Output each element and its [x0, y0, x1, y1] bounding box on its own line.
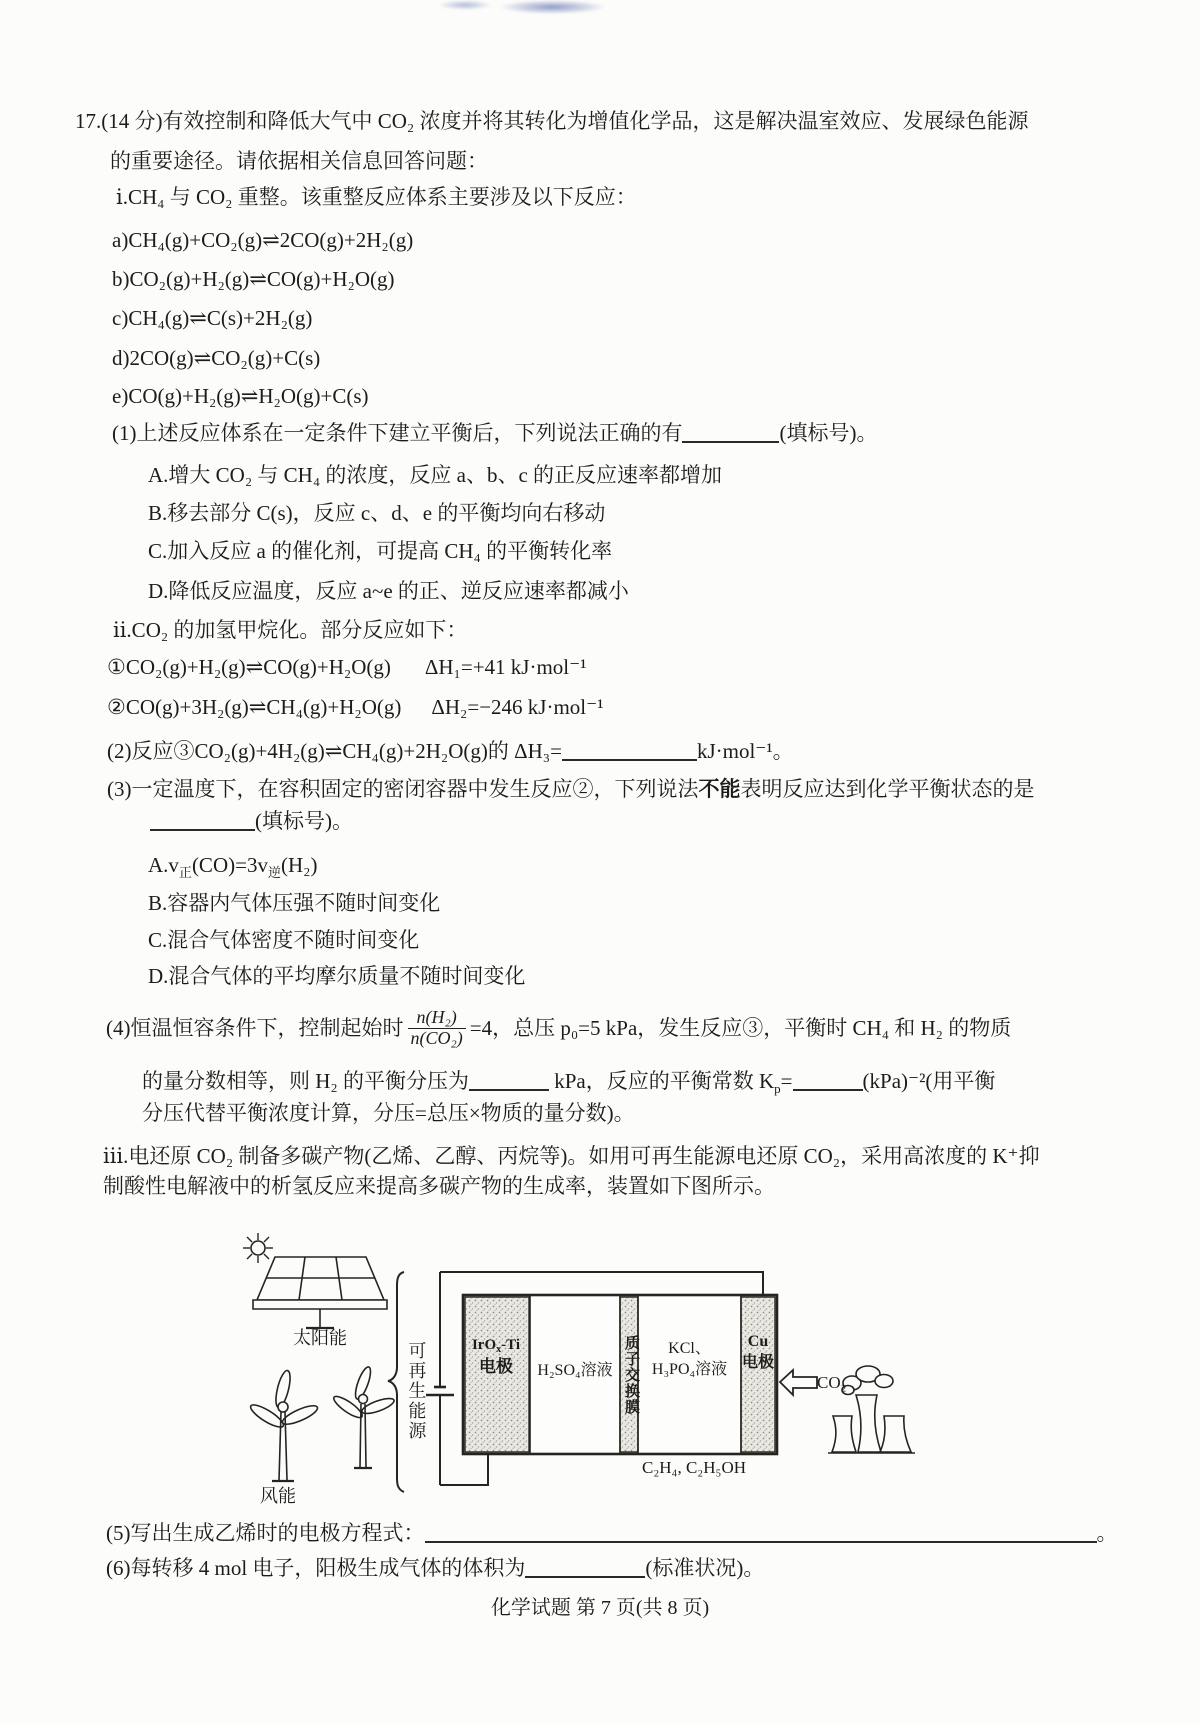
products-label: C₂H₄, C₂H₅OH	[642, 1458, 746, 1477]
enthalpy-1: ΔH₁=+41 kJ·mol⁻¹	[424, 655, 587, 679]
brace	[388, 1272, 404, 1492]
equation-e: e)CO(g)+H₂(g)⇌H₂O(g)+C(s)	[112, 384, 369, 408]
emphasized-text: 不能	[698, 777, 741, 801]
q3-option-b: B.容器内气体压强不随时间变化	[148, 891, 441, 915]
equation-d: d)2CO(g)⇌CO₂(g)+C(s)	[112, 346, 321, 370]
wind-turbine-icon	[248, 1369, 320, 1481]
answer-blank	[682, 423, 779, 443]
equation-2: ②CO(g)+3H₂(g)⇌CH₄(g)+H₂O(g) ΔH₂=−246 kJ·mol⁻¹	[107, 695, 604, 719]
subquestion-3: (3)一定温度下，在容积固定的密闭容器中发生反应②，下列说法不能表明反应达到化学平衡状态的是	[107, 777, 1035, 801]
wind-energy-label: 风能	[260, 1486, 296, 1506]
q3-option-a: $A.v_正(CO)=3v_逆(H_2)$	[148, 853, 318, 880]
q1-option-a: A.增大 CO₂ 与 CH₄ 的浓度，反应 a、b、c 的正反应速率都增加	[148, 463, 723, 487]
q1-option-d: D.降低反应温度，反应 a~e 的正、逆反应速率都减小	[148, 579, 629, 603]
page-footer: 化学试题 第 7 页(共 8 页)	[490, 1597, 710, 1619]
section-iii-line2: 制酸性电解液中的析氢反应来提高多碳产物的生成率，装置如下图所示。	[103, 1174, 775, 1198]
section-iii-line1: ⅲ.电还原 CO₂ 制备多碳产物(乙烯、乙醇、丙烷等)。如用可再生能源电还原 CO₂，采用高浓度的 K⁺抑	[103, 1144, 1040, 1168]
battery-icon	[426, 1387, 454, 1395]
co2-label: CO₂	[817, 1373, 847, 1392]
subquestion-4: (4)恒温恒容条件下，控制起始时 $\frac{\text{n(H₂)}}{\text{n(CO₂)}}$ =4，总压 p₀=5 kPa，发生反应③，平衡时 CH₄ 和 H₂ 的物质	[106, 1006, 1012, 1048]
membrane-label: 质子交换膜	[623, 1335, 639, 1415]
equation-a: a)CH₄(g)+CO₂(g)⇌2CO(g)+2H₂(g)	[112, 228, 414, 252]
answer-blank	[150, 811, 255, 831]
q1-option-c: C.加入反应 a 的催化剂，可提高 CH₄ 的平衡转化率	[148, 539, 613, 563]
q4-line3: 分压代替平衡浓度计算，分压=总压×物质的量分数)。	[142, 1101, 635, 1125]
subquestion-1: (1)上述反应体系在一定条件下建立平衡后，下列说法正确的有 (填标号)。	[112, 421, 878, 445]
answer-blank	[793, 1071, 863, 1091]
solar-panel-icon	[253, 1257, 387, 1328]
section-i-title: ⅰ.CH₄ 与 CO₂ 重整。该重整反应体系主要涉及以下反应：	[116, 185, 637, 209]
subquestion-6: (6)每转移 4 mol 电子，阳极生成气体的体积为 (标准状况)。	[106, 1556, 765, 1580]
anode-label: IrO$_x$-Ti 电极	[471, 1337, 521, 1376]
equation-c: c)CH₄(g)⇌C(s)+2H₂(g)	[112, 306, 313, 330]
q3-option-d: D.混合气体的平均摩尔质量不随时间变化	[148, 964, 526, 988]
enthalpy-2: ΔH₂=−246 kJ·mol⁻¹	[431, 695, 604, 719]
anolyte-label: H₂SO₄溶液	[537, 1362, 613, 1379]
q17-header-line1: 17.(14 分)有效控制和降低大气中 CO₂ 浓度并将其转化为增值化学品，这是解决温室效应、发展绿色能源	[75, 109, 1029, 133]
answer-blank	[469, 1071, 549, 1091]
q3-blank-line: (填标号)。	[150, 806, 353, 836]
cathode-label: Cu 电极	[741, 1333, 774, 1371]
sun-icon	[243, 1233, 273, 1263]
subquestion-2: (2)反应③CO₂(g)+4H₂(g)⇌CH₄(g)+2H₂O(g)的 ΔH₃= kJ·mol⁻¹。	[107, 739, 794, 763]
wind-turbine-icon	[331, 1365, 395, 1468]
renewable-energy-label: 可再生能源	[406, 1341, 427, 1441]
cathode-strip	[741, 1297, 775, 1452]
electrolysis-apparatus-diagram	[180, 1215, 1000, 1515]
answer-blank	[425, 1523, 1097, 1543]
co2-arrow-icon	[780, 1370, 817, 1395]
q17-header-line2: 的重要途径。请依据相关信息回答问题：	[110, 149, 488, 173]
equation-b: b)CO₂(g)+H₂(g)⇌CO(g)+H₂O(g)	[112, 267, 395, 291]
section-ii-title: ⅱ.CO₂ 的加氢甲烷化。部分反应如下：	[113, 618, 468, 642]
catholyte-label: KCl、 H₃PO₄溶液	[651, 1340, 728, 1378]
scan-smudge	[500, 0, 605, 14]
mole-ratio-fraction: $\frac{\text{n(H₂)}}{\text{n(CO₂)}}$	[408, 1008, 466, 1049]
q4-line2: 的量分数相等，则 H₂ 的平衡分压为 kPa，反应的平衡常数 $K_p= (kPa)^{-2}$(用平衡	[142, 1069, 996, 1096]
solar-energy-label: 太阳能	[293, 1328, 347, 1348]
q3-option-c: C.混合气体密度不随时间变化	[148, 928, 420, 952]
answer-blank	[525, 1558, 645, 1578]
scan-smudge	[438, 0, 492, 10]
q1-option-b: B.移去部分 C(s)，反应 c、d、e 的平衡均向右移动	[148, 501, 606, 525]
answer-blank	[562, 741, 697, 761]
subquestion-5: (5)写出生成乙烯时的电极方程式： 。	[106, 1521, 1118, 1545]
equation-1: ①CO₂(g)+H₂(g)⇌CO(g)+H₂O(g) ΔH₁=+41 kJ·mol⁻¹	[107, 655, 587, 679]
